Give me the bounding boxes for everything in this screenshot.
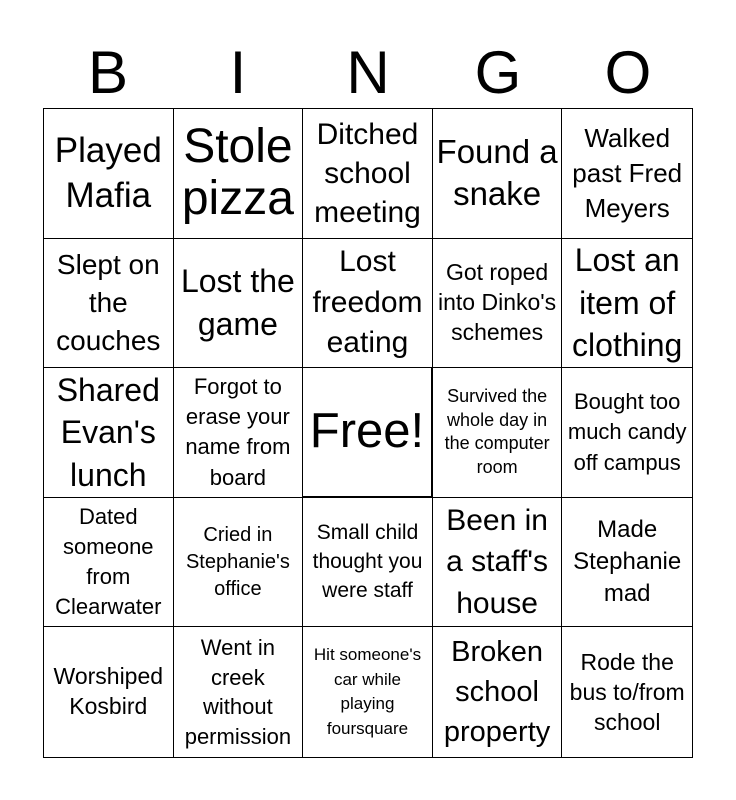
bingo-cell-text: Slept on the couches (56, 249, 161, 356)
bingo-cell-text: Made Stephanie mad (573, 515, 682, 608)
free-space-cell[interactable] (303, 368, 433, 498)
bingo-cell-text: Stole pizza (181, 119, 294, 226)
bingo-cell-text: Played Mafia (54, 130, 162, 216)
free-space-text: Free! (309, 404, 425, 459)
bingo-cell-text: Lost freedom eating (312, 245, 423, 360)
bingo-cell[interactable] (433, 109, 563, 239)
bingo-cell-text: Walked past Fred Meyers (572, 123, 683, 223)
bingo-cell-text: Cried in Stephanie's office (185, 523, 290, 600)
bingo-header (43, 38, 693, 108)
header-letter-o: O (604, 39, 652, 106)
bingo-cell[interactable] (44, 498, 174, 628)
header-letter-n: N (346, 39, 390, 106)
bingo-cell-text: Hit someone's car while playing foursquare (313, 644, 422, 738)
bingo-cell[interactable] (562, 498, 692, 628)
bingo-cell[interactable] (303, 498, 433, 628)
bingo-cell-text: Found a snake (436, 133, 558, 213)
bingo-cell[interactable] (174, 498, 304, 628)
bingo-cell[interactable] (303, 627, 433, 757)
bingo-cell-text: Broken school property (443, 636, 551, 749)
bingo-cell[interactable] (303, 109, 433, 239)
header-letter-g: G (474, 39, 522, 106)
bingo-cell-text: Bought too much candy off campus (567, 388, 687, 475)
bingo-cell[interactable] (303, 239, 433, 369)
bingo-cell-text: Shared Evan's lunch (56, 371, 160, 493)
bingo-cell[interactable] (174, 239, 304, 369)
bingo-cell-text: Dated someone from Clearwater (55, 504, 162, 619)
bingo-cell-text: Been in a staff's house (446, 504, 549, 620)
header-letter-i: I (229, 39, 247, 106)
bingo-cell[interactable] (174, 368, 304, 498)
bingo-cell[interactable] (562, 239, 692, 369)
bingo-cell[interactable] (562, 368, 692, 498)
bingo-cell[interactable] (44, 627, 174, 757)
bingo-cell[interactable] (44, 368, 174, 498)
bingo-cell[interactable] (174, 627, 304, 757)
bingo-cell[interactable] (44, 109, 174, 239)
header-letter-b: B (87, 39, 129, 106)
bingo-cell[interactable] (433, 239, 563, 369)
bingo-cell-text: Survived the whole day in the computer room (444, 385, 550, 478)
bingo-cell-text: Small child thought you were staff (312, 520, 423, 602)
bingo-cell-text: Worshiped Kosbird (53, 663, 164, 720)
bingo-cell[interactable] (433, 498, 563, 628)
bingo-cell[interactable] (44, 239, 174, 369)
bingo-cell[interactable] (562, 109, 692, 239)
bingo-cell-text: Went in creek without permission (184, 634, 292, 749)
bingo-cell-text: Rode the bus to/from school (569, 648, 685, 736)
bingo-board (43, 108, 693, 758)
bingo-cell-text: Got roped into Dinko's schemes (438, 259, 557, 345)
bingo-cell[interactable] (433, 368, 563, 498)
bingo-cell-text: Forgot to erase your name from board (185, 373, 291, 490)
bingo-cell-text: Ditched school meeting (314, 117, 421, 229)
bingo-cell[interactable] (174, 109, 304, 239)
bingo-cell[interactable] (433, 627, 563, 757)
bingo-cell-text: Lost the game (180, 263, 295, 342)
bingo-cell-text: Lost an item of clothing (572, 242, 683, 364)
bingo-cell[interactable] (562, 627, 692, 757)
